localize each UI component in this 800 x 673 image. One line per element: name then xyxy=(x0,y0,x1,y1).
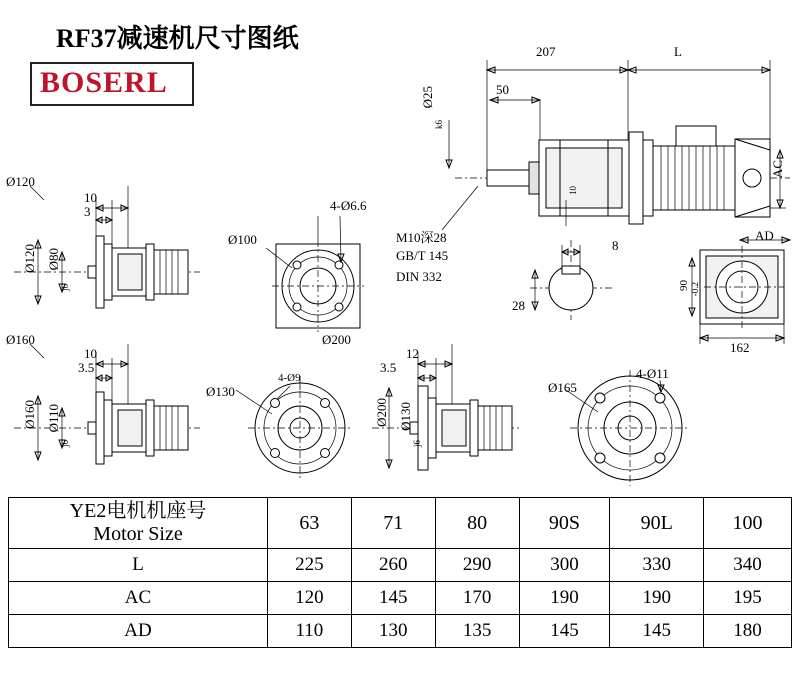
cell-AC-90l: 190 xyxy=(610,582,704,615)
dim-35-row2: 3.5 xyxy=(78,360,95,375)
cell-AD-90s: 145 xyxy=(519,615,610,648)
cell-AC-90s: 190 xyxy=(519,582,610,615)
logo-text: BOSERL xyxy=(40,66,168,99)
d200-side-label: Ø200 xyxy=(374,398,389,427)
thread-note-line3: DIN 332 xyxy=(396,269,442,284)
table-row xyxy=(9,582,792,615)
table-header-row xyxy=(9,498,792,549)
cell-L-90l: 330 xyxy=(610,549,704,582)
row-label-L: L xyxy=(9,549,268,582)
table-header-label-cn: YE2电机机座号 xyxy=(69,500,207,522)
dim-10-row1: 10 xyxy=(84,190,97,205)
table-header-label xyxy=(9,498,268,549)
thread-note-line1: M10深28 xyxy=(396,230,447,245)
thread-note-line2: GB/T 145 xyxy=(396,248,449,263)
page-title: RF37减速机尺寸图纸 xyxy=(56,24,299,53)
d165-label: Ø165 xyxy=(548,380,577,395)
cell-AD-63: 110 xyxy=(268,615,352,648)
cell-AC-80: 170 xyxy=(435,582,519,615)
dim-10-gearbox: 10 xyxy=(568,186,578,195)
d130-label: Ø130 xyxy=(206,384,235,399)
cell-AD-90l: 145 xyxy=(610,615,704,648)
table-size-100: 100 xyxy=(704,498,792,549)
dim-50-label: 50 xyxy=(496,82,509,97)
d130-side-label: Ø130 xyxy=(398,402,413,431)
cell-AD-100: 180 xyxy=(704,615,792,648)
table-size-90s: 90S xyxy=(519,498,610,549)
dim-35b-row2: 3.5 xyxy=(380,360,397,375)
dim-10-row2: 10 xyxy=(84,346,97,361)
cell-L-90s: 300 xyxy=(519,549,610,582)
table-size-80: 80 xyxy=(435,498,519,549)
d160-side-label: Ø160 xyxy=(22,400,37,429)
dim-3-row1: 3 xyxy=(84,204,91,219)
table-row xyxy=(9,549,792,582)
shaft-d25-label: Ø25 xyxy=(420,86,435,109)
dim-L-label: L xyxy=(674,44,682,59)
dim-90-tolerance: -0.2 xyxy=(690,282,700,297)
table-size-71: 71 xyxy=(351,498,435,549)
row-label-AD: AD xyxy=(9,615,268,648)
cell-AC-71: 145 xyxy=(351,582,435,615)
dim-8-label: 8 xyxy=(612,238,619,253)
d120-side-label: Ø120 xyxy=(22,244,37,273)
d130-tolerance: j6 xyxy=(412,440,422,448)
dim-AD-label: AD xyxy=(755,228,774,243)
table-size-90l: 90L xyxy=(610,498,704,549)
dim-28-label: 28 xyxy=(512,298,525,313)
cell-AD-80: 135 xyxy=(435,615,519,648)
shaft-d25-tolerance: k6 xyxy=(434,120,444,129)
cell-AC-63: 120 xyxy=(268,582,352,615)
table-size-63: 63 xyxy=(268,498,352,549)
holes-4x66-label: 4-Ø6.6 xyxy=(330,198,367,213)
cell-L-80: 290 xyxy=(435,549,519,582)
dim-90-label: 90 xyxy=(678,280,690,291)
d110-label: Ø110 xyxy=(46,404,61,433)
d110-tolerance: j6 xyxy=(60,440,70,448)
cell-AC-100: 195 xyxy=(704,582,792,615)
d80-tolerance: j6 xyxy=(60,284,70,292)
cell-L-63: 225 xyxy=(268,549,352,582)
d160-label: Ø160 xyxy=(6,332,35,347)
d80-label: Ø80 xyxy=(46,248,61,271)
dim-12-row2: 12 xyxy=(406,346,419,361)
table-row xyxy=(9,615,792,648)
dim-AC-label: AC xyxy=(770,160,785,179)
cell-AD-71: 130 xyxy=(351,615,435,648)
holes-4x9-label: 4-Ø9 xyxy=(278,372,301,384)
table-header-label-en: Motor Size xyxy=(93,523,183,545)
spec-table xyxy=(8,497,792,648)
d200-label: Ø200 xyxy=(322,332,351,347)
holes-4x11-label: 4-Ø11 xyxy=(636,366,669,381)
dim-162-label: 162 xyxy=(730,340,750,355)
row-label-AC: AC xyxy=(9,582,268,615)
d100-label: Ø100 xyxy=(228,232,257,247)
dim-207-label: 207 xyxy=(536,44,556,59)
cell-L-71: 260 xyxy=(351,549,435,582)
cell-L-100: 340 xyxy=(704,549,792,582)
d120-label: Ø120 xyxy=(6,174,35,189)
